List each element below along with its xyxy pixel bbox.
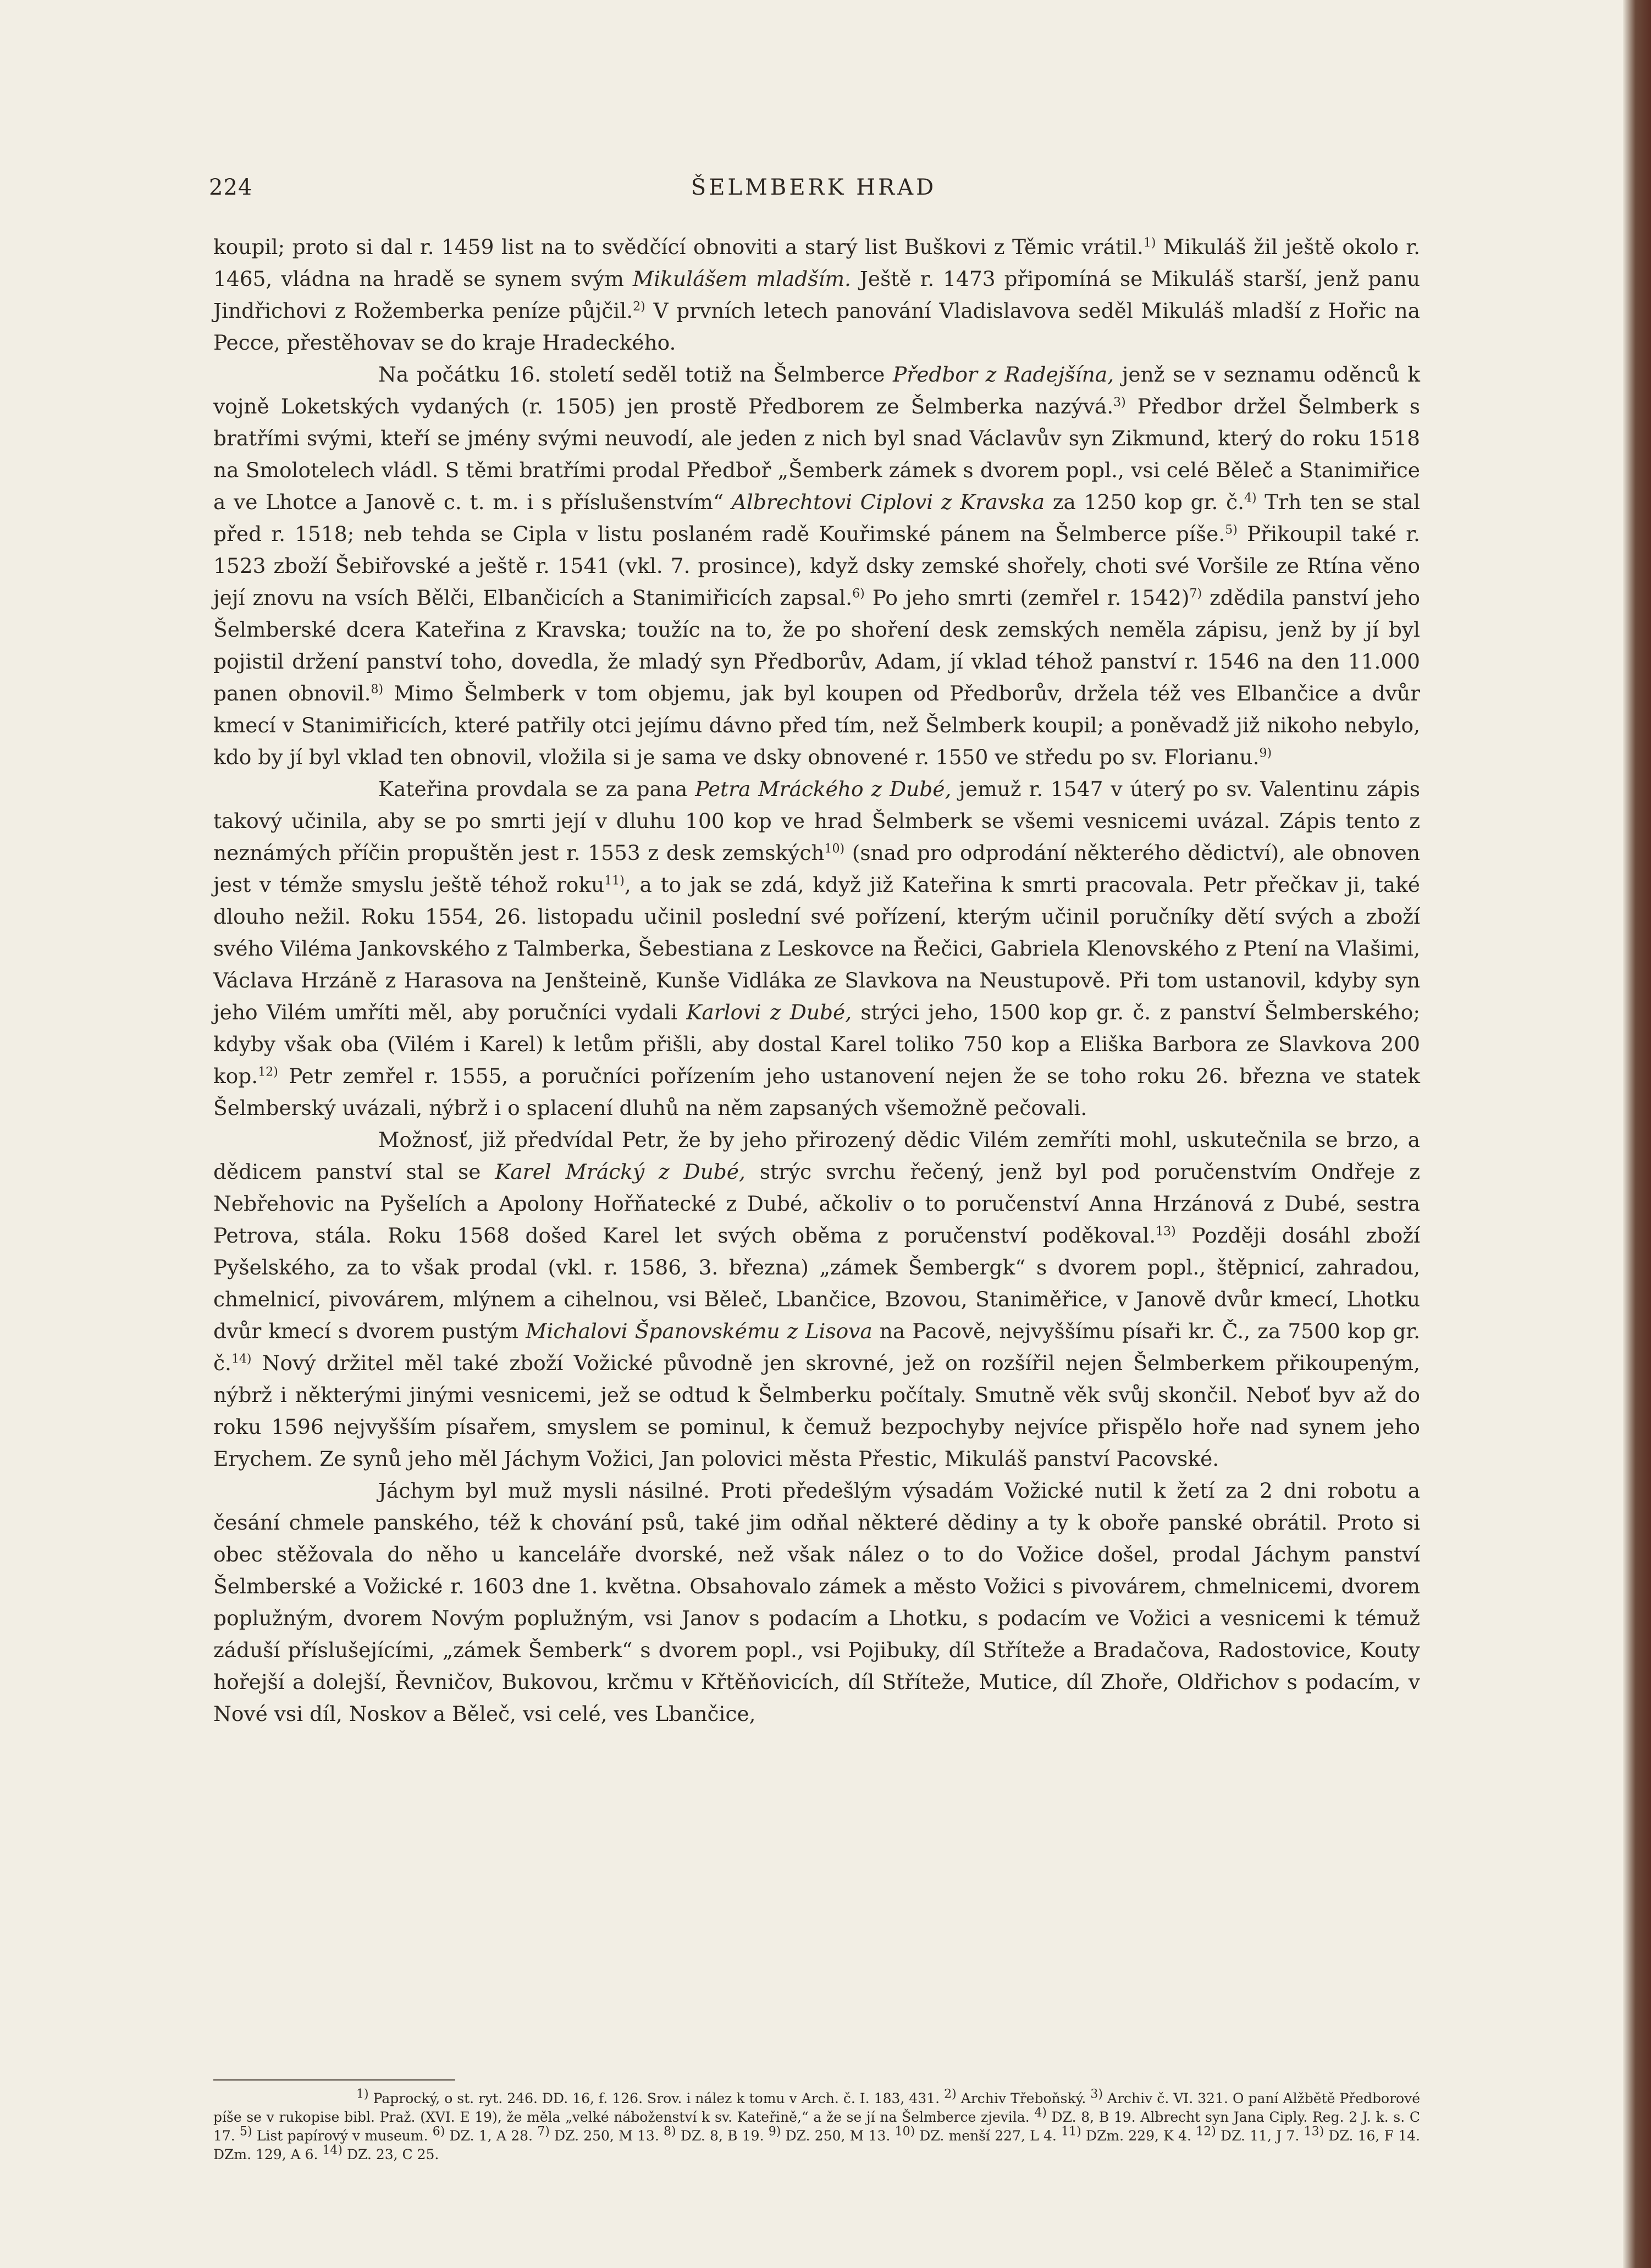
footnote-marker: 11) — [1061, 2124, 1081, 2139]
footnote-marker: 6) — [432, 2124, 445, 2139]
text-run: za 1250 kop gr. č. — [1045, 490, 1245, 514]
footnote-marker: 7) — [1189, 587, 1202, 601]
text-run: Petr zemřel r. 1555, a poručníci pořízením jeho ustanovení nejen že se toho roku 26. března ve statek Šelmberský uvázali, nýbrž i o splacení dluhů na něm zapsaných všemožně pečovali. — [213, 1064, 1420, 1120]
footnote-marker: 13) — [1156, 1224, 1176, 1239]
text-run: Později dosáhl zboží Pyšelského, za to však prodal (vkl. r. 1586, 3. března) „zámek Šembergk“ s dvorem popl., štěpnicí, zahradou, chmelnicí, pivovárem, mlýnem a cihelnou, vsi Běleč, Lbančice, Bzovou, Staniměřice, v Janově dvůr kmecí, Lhotku dvůr kmecí s dvorem pustým — [213, 1223, 1420, 1343]
footnote-marker: 11) — [604, 874, 625, 888]
text-run: Paprocký, o st. ryt. 246. DD. 16, f. 126. Srov. i nález k tomu v Arch. č. I. 183, 431. — [368, 2090, 945, 2106]
footnotes — [213, 2089, 1420, 2164]
italic-name: Michalovi Španovskému z Lisova — [526, 1319, 873, 1343]
text-run: Mimo Šelmberk v tom objemu, jak byl koupen od Předborův, držela též ves Elbančice a dvůr kmecí v Stanimiřicích, které patřily otci jejímu dávno před tím, než Šelmberk koupil; a poněvadž již nikoho nebylo, kdo by jí byl vklad ten obnovil, vložila si je sama ve dsky obnovené r. 1550 ve středu po sv. Florianu. — [213, 681, 1420, 769]
italic-name: Karel Mrácký z Dubé, — [495, 1160, 746, 1184]
footnote-marker: 10) — [894, 2124, 915, 2139]
footnote-marker: 1) — [1143, 236, 1156, 250]
text-run: Trh ten se stal před r. 1518; neb tehda se Cipla v listu poslaném radě Kouřimské pánem na Šelmberce píše. — [213, 490, 1420, 546]
italic-name: Albrechtovi Ciplovi z Kravska — [731, 490, 1045, 514]
text-run: V prvních letech panování Vladislavova seděl Mikuláš mladší z Hořic na Pecce, přestěhovav se do kraje Hradeckého. — [213, 299, 1421, 355]
footnote-marker: 8) — [664, 2124, 676, 2139]
footnote-marker: 10) — [824, 842, 845, 856]
text-run: DZ. 8, B 19. — [676, 2128, 769, 2144]
text-run: Archiv č. VI. 321. O paní Alžbětě Předborové píše se v rukopise bibl. Praž. (XVI. E 19), že měla „velké náboženství k sv. Kateřině,“ a že se jí na Šelmberce zjevila. — [213, 2090, 1421, 2125]
text-run: DZ. 1, A 28. — [445, 2128, 538, 2144]
footnote-marker: 3) — [1113, 395, 1126, 410]
footnote-marker: 4) — [1244, 491, 1257, 505]
text-run: jenž se v seznamu oděnců k vojně Loketských vydaných (r. 1505) jen prostě Předborem ze Šelmberka nazývá. — [213, 362, 1421, 418]
footnote-marker: 5) — [1225, 523, 1238, 537]
paragraph — [213, 773, 1420, 1124]
italic-name: Petra Mráckého z Dubé, — [695, 777, 952, 801]
text-run: Na počátku 16. století seděl totiž na Šelmberce — [378, 362, 893, 387]
text-run: Kateřina provdala se za pana — [378, 777, 695, 801]
footnote-marker: 14) — [231, 1352, 252, 1366]
footnote-marker: 9) — [768, 2124, 781, 2139]
italic-name: Karlovi z Dubé, — [686, 1000, 852, 1024]
footnote-marker: 4) — [1034, 2106, 1047, 2120]
footnote-marker: 2) — [633, 300, 645, 314]
text-run: DZ. 16, F 14. DZm. 129, A 6. — [213, 2128, 1420, 2162]
text-run: jemuž r. 1547 v úterý po sv. Valentinu zápis takový učinila, aby se po smrti její v dluhu 100 kop ve hrad Šelmberk se všemi vesnicemi uvázal. Zápis tento z neznámých příčin propuštěn jest r. 1553 z desk zemských — [213, 777, 1420, 865]
footnote-marker: 7) — [537, 2124, 550, 2139]
text-run: DZ. 250, M 13. — [549, 2128, 664, 2144]
text-run: Možnosť, již předvídal Petr, že by jeho přirozený dědic Vilém zemříti mohl, uskutečnila se brzo, a dědicem panství stal se — [213, 1128, 1420, 1184]
text-run: Archiv Třeboňský. — [956, 2090, 1091, 2106]
text-run: Ještě r. 1473 připomíná se Mikuláš starší, jenž panu Jindřichovi z Rožemberka peníze půjčil. — [213, 267, 1420, 323]
text-run: DZ. 11, J 7. — [1216, 2128, 1304, 2144]
paragraph — [213, 231, 1420, 358]
italic-name: Mikulášem mladším. — [632, 267, 851, 291]
text-run: DZ. 23, C 25. — [343, 2146, 439, 2162]
text-run: DZm. 229, K 4. — [1081, 2128, 1196, 2144]
text-run: DZ. menší 227, L 4. — [915, 2128, 1062, 2144]
page-binding-edge — [1623, 0, 1651, 2268]
running-title: ŠELMBERK HRAD — [691, 175, 937, 200]
text-run: List papírový v museum. — [252, 2128, 433, 2144]
text-run: koupil; proto si dal r. 1459 list na to svědčící obnoviti a starý list Buškovi z Těmic vrátil. — [213, 235, 1144, 259]
footnote-marker: 12) — [1196, 2124, 1216, 2139]
text-run: , a to jak se zdá, když již Kateřina k smrti pracovala. Petr přečkav ji, také dlouho nežil. Roku 1554, 26. listopadu učinil poslední své pořízení, kterým učinil poručníky dětí svých a zboží svého Viléma Jankovského z Talmberka, Šebestiana z Leskovce na Řečici, Gabriela Klenovského z Ptení na Vlašimi, Václava Hrzáně z Harasova na Jenšteině, Kunše Vidláka ze Slavkova na Neustupově. Při tom ustanovil, kdyby syn jeho Vilém umříti měl, aby poručníci vydali — [213, 873, 1420, 1024]
footnote-marker: 3) — [1090, 2087, 1103, 2101]
text-run: zdědila panství jeho Šelmberské dcera Kateřina z Kravska; toužíc na to, že po shoření desk zemských neměla zápisu, jenž by jí byl pojistil držení panství toho, dovedla, že mladý syn Předborův, Adam, jí vklad téhož panství r. 1546 na den 11.000 panen obnovil. — [213, 586, 1420, 705]
text-run: Po jeho smrti (zemřel r. 1542) — [864, 586, 1190, 610]
text-run: na Pacově, nejvyššímu písaři kr. Č., za 7500 kop gr. č. — [213, 1319, 1420, 1375]
page-number: 224 — [209, 175, 253, 200]
text-run: (snad pro odprodání některého dědictví), ale obnoven jest v témže smyslu ještě téhož roku — [213, 841, 1420, 897]
paragraph — [213, 1475, 1420, 1730]
footnote-marker: 5) — [240, 2124, 252, 2139]
footnote-marker: 9) — [1259, 746, 1272, 760]
footnote-marker: 12) — [258, 1065, 278, 1079]
footnote-separator — [213, 2079, 455, 2081]
paragraph — [213, 358, 1420, 773]
footnote-marker: 6) — [852, 587, 865, 601]
footnote-marker: 13) — [1304, 2124, 1324, 2139]
text-run: Předbor držel Šelmberk s bratřími svými, kteří se jmény svými neuvodí, ale jeden z nich byl snad Václavův syn Zikmund, který do roku 1518 na Smolotelech vládl. S těmi bratřími prodal Předboř „Šemberk zámek s dvorem popl., vsi celé Běleč a Stanimiřice a ve Lhotce a Janově c. t. m. i s příslušenstvím“ — [213, 394, 1420, 514]
footnote-marker: 1) — [356, 2087, 369, 2101]
footnote-marker: 8) — [371, 682, 384, 697]
footnote-marker: 2) — [944, 2087, 957, 2101]
body-text — [213, 231, 1420, 1730]
text-run: strýci jeho, 1500 kop gr. č. z panství Šelmberského; kdyby však oba (Vilém i Karel) k letům přišli, aby dostal Karel toliko 750 kop a Eliška Barbora ze Slavkova 200 kop. — [213, 1000, 1420, 1088]
footnote-marker: 14) — [322, 2143, 343, 2157]
text-run: Jáchym byl muž mysli násilné. Proti předešlým výsadám Vožické nutil k žetí za 2 dni robotu a česání chmele panského, též k chování psů, také jim odňal některé dědiny a ty k oboře panské obrátil. Proto si obec stěžovala do něho u kanceláře dvorské, než však nález o to do Vožice došel, prodal Jáchym panství Šelmberské a Vožické r. 1603 dne 1. května. Obsahovalo zámek a město Vožici s pivovárem, chmelnicemi, dvorem poplužným, dvorem Novým poplužným, vsi Janov s podacím a Lhotku, s podacím ve Vožici a vesnicemi k témuž záduší příslušejícími, „zámek Šemberk“ s dvorem popl., vsi Pojibuky, díl Stříteže a Bradačova, Radostovice, Kouty hořejší a dolejší, Řevničov, Bukovou, krčmu v Křtěňovicích, díl Stříteže, Mutice, díl Zhoře, Oldřichov s podacím, v Nové vsi díl, Noskov a Běleč, vsi celé, ves Lbančice, — [213, 1478, 1420, 1726]
paragraph — [213, 1124, 1420, 1475]
text-run: Nový držitel měl také zboží Vožické původně jen skrovné, jež on rozšířil nejen Šelmberkem přikoupeným, nýbrž i některými jinými vesnicemi, jež se odtud k Šelmberku počítaly. Smutně věk svůj skončil. Neboť byv až do roku 1596 nejvyšším písařem, smyslem se pominul, k čemuž bezpochyby nejvíce přispělo hoře nad synem jeho Erychem. Ze synů jeho měl Jáchym Vožici, Jan polovici města Přestic, Mikuláš panství Pacovské. — [213, 1351, 1420, 1471]
text-run: DZ. 8, B 19. Albrecht syn Jana Ciply. Reg. 2 J. k. s. C 17. — [213, 2109, 1420, 2144]
text-run: Mikuláš žil ještě okolo r. 1465, vládna na hradě se synem svým — [213, 235, 1420, 291]
italic-name: Předbor z Radejšína, — [893, 362, 1114, 387]
text-run: strýc svrchu řečený, jenž byl pod poručenstvím Ondřeje z Nebřehovic na Pyšelích a Apolony Hořňatecké z Dubé, ačkoliv o to poručenství Anna Hrzánová z Dubé, sestra Petrova, stála. Roku 1568 došed Karel let svých oběma z poručenství poděkoval. — [213, 1160, 1420, 1248]
page-header — [209, 175, 1418, 208]
text-run: DZ. 250, M 13. — [781, 2128, 895, 2144]
text-run: Přikoupil také r. 1523 zboží Šebiřovské a ještě r. 1541 (vkl. 7. prosince), když dsky zemské shořely, choti své Voršile ze Rtína věno její znovu na vsích Bělči, Elbančicích a Stanimiřicích zapsal. — [213, 522, 1420, 610]
